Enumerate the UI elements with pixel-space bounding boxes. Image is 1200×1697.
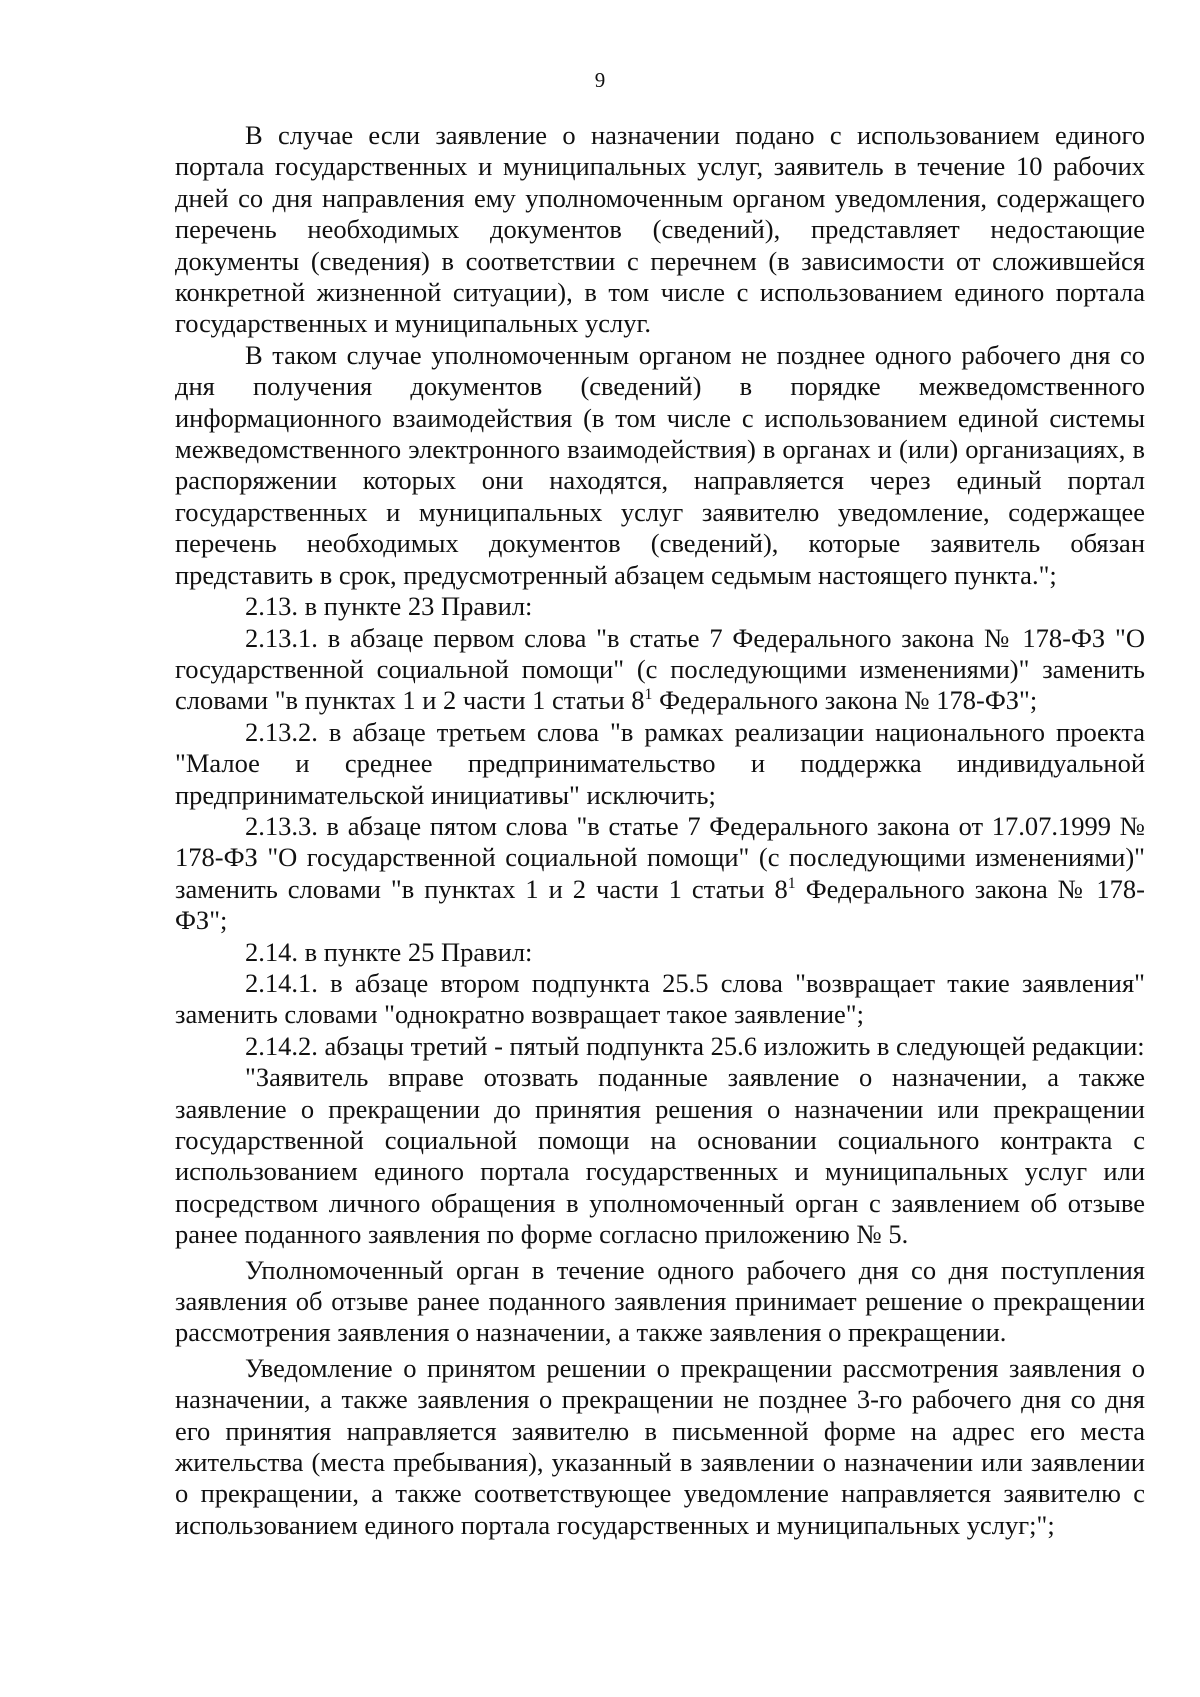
page-number: 9 xyxy=(594,68,606,92)
item-2-13-3-superscript: 1 xyxy=(787,874,796,892)
item-2-13-1-superscript: 1 xyxy=(644,686,653,704)
paragraph-item-2-14: 2.14. в пункте 25 Правил: xyxy=(245,936,533,967)
paragraph-decision-notice: Уведомление о принятом решении о прекращении рассмотрения заявления о назначении, а также заявления о прекращении не позднее 3-го рабочего дня со дня его принятия направляется заявителю в письменной форме на адрес его места жительства (места пребывания), указанный в заявлении о назначении или заявлении о прекращении, а также соответствующее уведомление направляется заявителю с использованием единого портала государственных и муниципальных услуг;"; xyxy=(175,1352,1145,1540)
paragraph-item-2-14-2: 2.14.2. абзацы третий - пятый подпункта 25.6 изложить в следующей редакции: xyxy=(245,1030,1145,1061)
paragraph-item-2-13-2: 2.13.2. в абзаце третьем слова "в рамках реализации национального проекта "Малое и среднее предпринимательство и поддержка индивидуальной предпринимательской инициативы" исключить; xyxy=(175,716,1145,810)
item-2-13-3-text-after: Федерального закона № 178-ФЗ"; xyxy=(175,873,1145,936)
item-2-13-1-text-after: Федерального закона № 178-ФЗ"; xyxy=(652,685,1038,716)
paragraph-portal-submission: В случае если заявление о назначении подано с использованием единого портала государственных и муниципальных услуг, заявитель в течение 10 рабочих дней со дня направления ему уполномоченным органом уведомления, содержащего перечень необходимых документов (сведений), представляет недостающие документы (сведения) в соответствии с перечнем (в зависимости от сложившейся конкретной жизненной ситуации), в том числе с использованием единого портала государственных и муниципальных услуг. xyxy=(175,120,1145,339)
paragraph-item-2-13-1 xyxy=(175,623,1145,717)
item-2-13-1-text-before: 2.13.1. в абзаце первом слова "в статье 7 Федерального закона № 178-ФЗ "О государственной социальной помощи" (с последующими изменениями)" заменить словами "в пунктах 1 и 2 части 1 статьи 8 xyxy=(175,622,1145,716)
document-body xyxy=(175,120,1145,1541)
paragraph-item-2-13: 2.13. в пункте 23 Правил: xyxy=(245,591,533,622)
item-2-13-3-text-before: 2.13.3. в абзаце пятом слова "в статье 7 Федерального закона от 17.07.1999 № 178-ФЗ "О государственной социальной помощи" (с последующими изменениями)" заменить словами "в пунктах 1 и 2 части 1 статьи 8 xyxy=(175,810,1145,904)
paragraph-item-2-14-1: 2.14.1. в абзаце втором подпункта 25.5 слова "возвращает такие заявления" заменить словами "однократно возвращает такое заявление"; xyxy=(175,967,1145,1030)
paragraph-withdrawal-right: "Заявитель вправе отозвать поданные заявление о назначении, а также заявление о прекращении до принятия решения о назначении или прекращении государственной социальной помощи на основании социального контракта с использованием единого портала государственных и муниципальных услуг или посредством личного обращения в уполномоченный орган с заявлением об отзыве ранее поданного заявления по форме согласно приложению № 5. xyxy=(175,1062,1145,1250)
paragraph-termination-decision: Уполномоченный орган в течение одного рабочего дня со дня поступления заявления об отзыве ранее поданного заявления принимает решение о прекращении рассмотрения заявления о назначении, а также заявления о прекращении. xyxy=(175,1254,1145,1348)
paragraph-item-2-13-3 xyxy=(175,811,1145,937)
paragraph-interagency-notice: В таком случае уполномоченным органом не позднее одного рабочего дня со дня получения документов (сведений) в порядке межведомственного информационного взаимодействия (в том числе с использованием единой системы межведомственного электронного взаимодействия) в органах и (или) организациях, в распоряжении которых они находятся, направляется через единый портал государственных и муниципальных услуг заявителю уведомление, содержащее перечень необходимых документов (сведений), которые заявитель обязан представить в срок, предусмотренный абзацем седьмым настоящего пункта."; xyxy=(175,339,1145,590)
